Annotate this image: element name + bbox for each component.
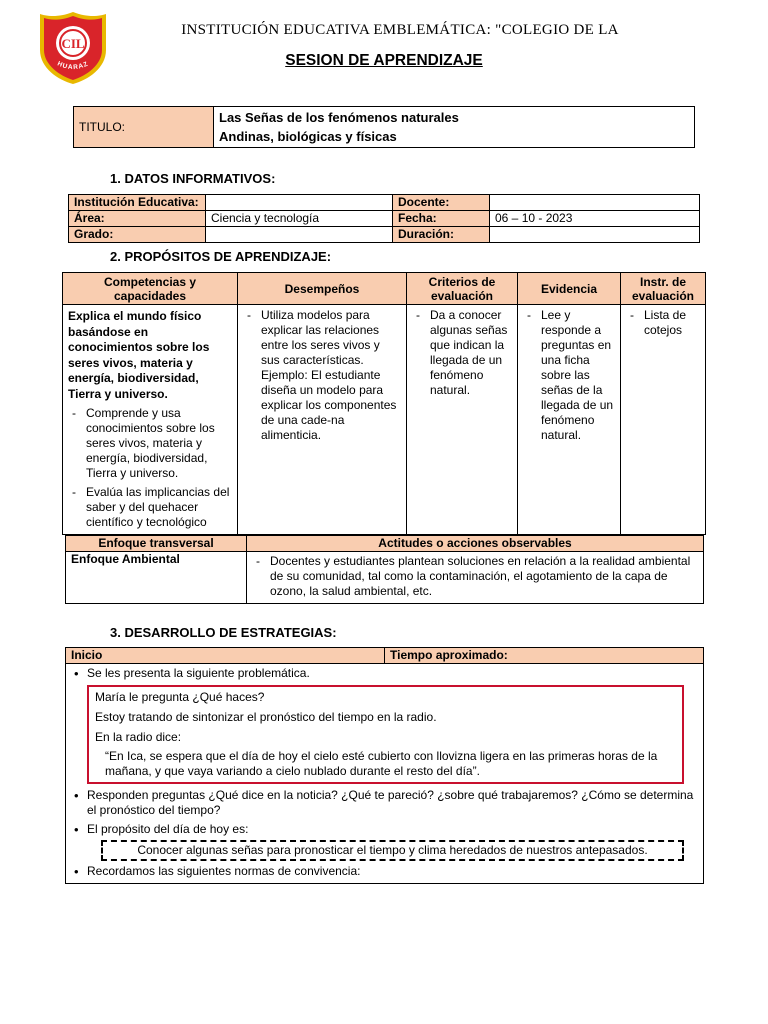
enfoque-name: Enfoque Ambiental <box>66 552 247 604</box>
col-instrumento: Instr. de evaluación <box>621 273 706 305</box>
area-value: Ciencia y tecnología <box>206 211 393 227</box>
logo-letters: CIL <box>61 36 85 51</box>
dialog-line: María le pregunta ¿Qué haces? <box>95 690 265 704</box>
titulo-value: Las Señas de los fenómenos naturales Andinas, biológicas y físicas <box>214 107 695 148</box>
desempeno-cell <box>238 305 407 535</box>
inicio-label: Inicio <box>66 648 385 664</box>
tiempo-label: Tiempo aproximado: <box>385 648 704 664</box>
capacidad-item: - Evalúa las implicancias del saber y del quehacer científico y tecnológico <box>68 485 232 530</box>
institucion-value <box>206 195 393 211</box>
col-enfoque: Enfoque transversal <box>66 536 247 552</box>
section-propositos-heading: 2. PROPÓSITOS DE APRENDIZAJE: <box>110 249 332 264</box>
purpose-box: Conocer algunas señas para pronosticar el tiempo y clima heredados de nuestros antepasados. <box>101 840 684 861</box>
enfoque-table <box>65 535 704 604</box>
fecha-label: Fecha: <box>393 211 490 227</box>
section-datos-heading: 1. DATOS INFORMATIVOS: <box>110 171 276 186</box>
competencia-text: Explica el mundo físico basándose en conocimientos sobre los seres vivos, materia y energía, biodiversidad, Tierra y universo. <box>68 309 210 401</box>
propositos-table <box>62 272 706 535</box>
fecha-value: 06 – 10 - 2023 <box>490 211 700 227</box>
col-actitudes: Actitudes o acciones observables <box>247 536 704 552</box>
page-title: SESION DE APRENDIZAJE <box>285 52 483 69</box>
col-desempenos: Desempeños <box>238 273 407 305</box>
dialog-line: En la radio dice: <box>95 730 182 744</box>
institution-name: INSTITUCIÓN EDUCATIVA EMBLEMÁTICA: "COLEGIO DE LA <box>181 22 619 38</box>
actitud-item: - Docentes y estudiantes plantean soluciones en relación a la realidad ambiental de su comunidad, tal como la contaminación, el agotamiento de la capa de ozono, la salud ambiental, etc. <box>252 554 698 599</box>
capacidad-item: - Comprende y usa conocimientos sobre los seres vivos, materia y energía, biodiversidad, Tierra y universo. <box>68 406 232 481</box>
bullet-item: • Responden preguntas ¿Qué dice en la noticia? ¿Qué te pareció? ¿sobre qué trabajaremos? ¿Cómo se determina el pronóstico del tiempo? <box>71 788 698 818</box>
competencias-cell <box>63 305 238 535</box>
bullet-item: • El propósito del día de hoy es: <box>71 822 698 837</box>
duracion-label: Duración: <box>393 227 490 243</box>
duracion-value <box>490 227 700 243</box>
desarrollo-table <box>65 647 704 884</box>
instrumento-cell <box>621 305 706 535</box>
institucion-label: Institución Educativa: <box>69 195 206 211</box>
criterio-item: - Da a conocer algunas señas que indican la llegada de un fenómeno natural. <box>412 308 512 398</box>
grado-label: Grado: <box>69 227 206 243</box>
docente-label: Docente: <box>393 195 490 211</box>
area-label: Área: <box>69 211 206 227</box>
instrumento-item: - Lista de cotejos <box>626 308 700 338</box>
desempeno-item: - Utiliza modelos para explicar las relaciones entre los seres vivos y sus características. Ejemplo: El estudiante diseña un modelo para explicar los componentes de una cade-na alimenticia. <box>243 308 401 443</box>
col-evidencia: Evidencia <box>518 273 621 305</box>
evidencia-cell <box>518 305 621 535</box>
dialog-line: Estoy tratando de sintonizar el pronóstico del tiempo en la radio. <box>95 710 437 724</box>
col-criterios: Criterios de evaluación <box>407 273 518 305</box>
evidencia-item: - Lee y responde a preguntas en una ficha sobre las señas de la llegada de un fenómeno natural. <box>523 308 615 443</box>
grado-value <box>206 227 393 243</box>
docente-value <box>490 195 700 211</box>
school-crest-logo <box>38 10 108 86</box>
titulo-table <box>73 106 695 148</box>
actitud-cell <box>247 552 704 604</box>
datos-table <box>68 194 700 243</box>
criterio-cell <box>407 305 518 535</box>
radio-quote: “En Ica, se espera que el día de hoy el cielo esté cubierto con llovizna ligera en las primeras horas de la mañana, y que vaya variando a cielo nublado durante el resto del día”. <box>105 749 658 778</box>
problem-dialog-box <box>87 685 684 784</box>
bullet-item: • Recordamos las siguientes normas de convivencia: <box>71 864 698 879</box>
bullet-item: • Se les presenta la siguiente problemática. <box>71 666 698 681</box>
titulo-label: TITULO: <box>74 107 214 148</box>
logo-text: HUARAZ <box>56 60 90 72</box>
inicio-content <box>66 664 704 884</box>
col-competencias: Competencias y capacidades <box>63 273 238 305</box>
section-desarrollo-heading: 3. DESARROLLO DE ESTRATEGIAS: <box>110 625 337 640</box>
